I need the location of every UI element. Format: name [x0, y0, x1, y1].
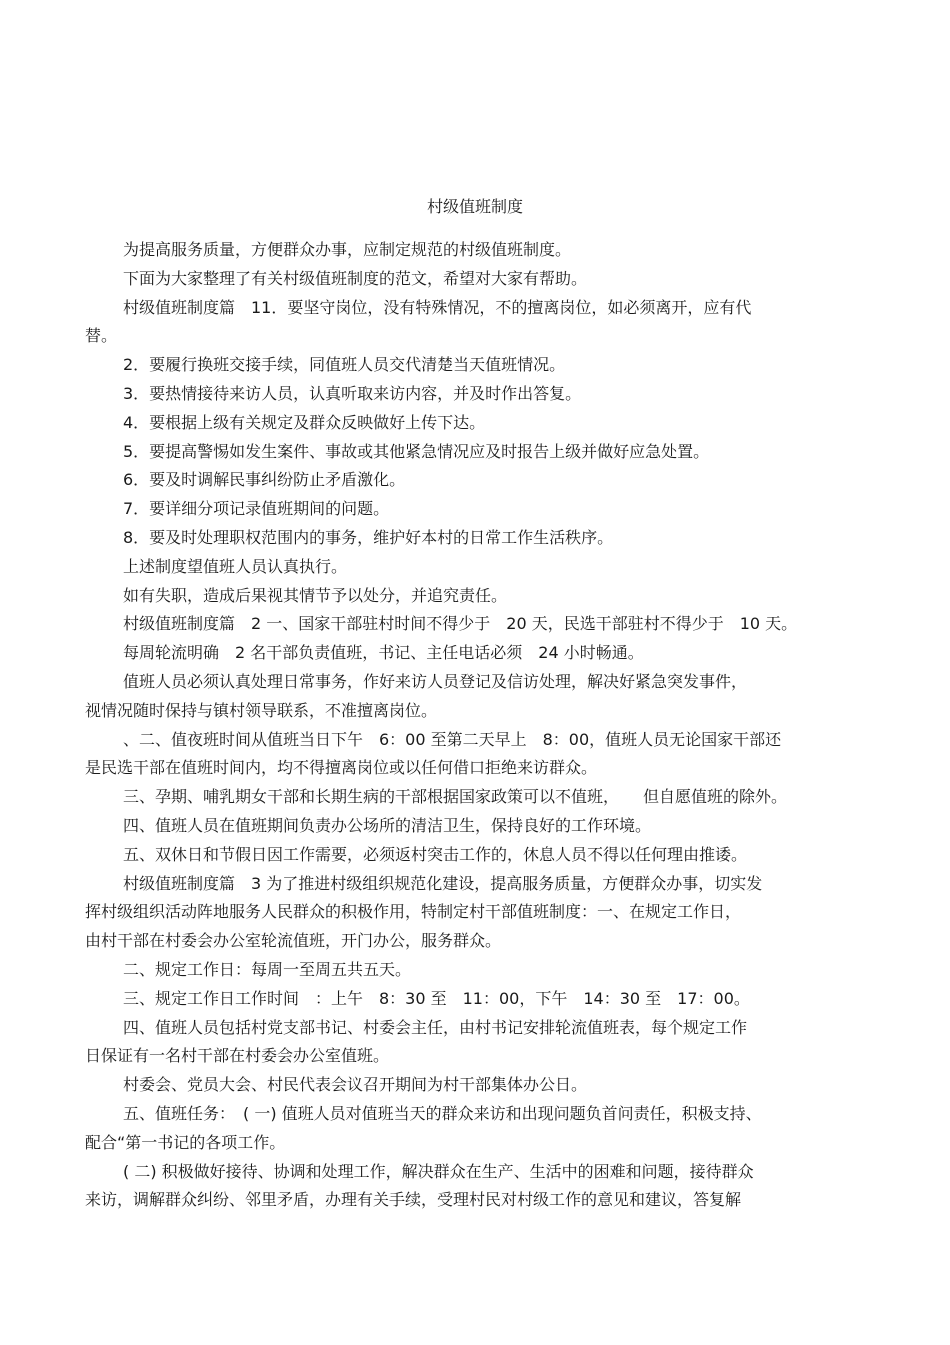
- body-paragraph: [85, 553, 875, 582]
- paragraph-line: 村级值班制度篇 11．要坚守岗位，没有特殊情况，不的擅离岗位，如必须离开，应有代: [123, 297, 752, 317]
- body-paragraph: [85, 582, 875, 611]
- paragraph-line: 由村干部在村委会办公室轮流值班，开门办公，服务群众。: [85, 931, 502, 951]
- paragraph-line: 来访，调解群众纠纷、邻里矛盾，办理有关手续，受理村民对村级工作的意见和建议，答复解: [85, 1190, 742, 1210]
- body-paragraph: [85, 610, 875, 639]
- paragraph-line: 挥村级组织活动阵地服务人民群众的积极作用，特制定村干部值班制度：一、在规定工作日，: [85, 902, 742, 922]
- body-paragraph: [85, 841, 875, 870]
- paragraph-line: 村级值班制度篇 3 为了推进村级组织规范化建设，提高服务质量，方便群众办事，切实发: [123, 873, 763, 893]
- body-paragraph: [85, 236, 875, 265]
- paragraph-line: 是民选干部在值班时间内，均不得擅离岗位或以任何借口拒绝来访群众。: [85, 758, 598, 778]
- paragraph-line: 四、值班人员在值班期间负责办公场所的清洁卫生，保持良好的工作环境。: [123, 815, 652, 835]
- body-paragraph: [85, 438, 875, 467]
- paragraph-line: 上述制度望值班人员认真执行。: [123, 556, 348, 576]
- body-paragraph: [85, 1158, 875, 1216]
- paragraph-line: 、二、值夜班时间从值班当日下午 6：00 至第二天早上 8：00，值班人员无论国家干部还: [123, 729, 782, 749]
- body-paragraph: [85, 1071, 875, 1100]
- paragraph-line: 三、孕期、哺乳期女干部和长期生病的干部根据国家政策可以不值班， 但自愿值班的除外。: [123, 787, 788, 807]
- body-paragraph: [85, 956, 875, 985]
- body-paragraph: [85, 726, 875, 784]
- paragraph-line: 如有失职，造成后果视其情节予以处分，并追究责任。: [123, 585, 508, 605]
- paragraph-line: 日保证有一名村干部在村委会办公室值班。: [85, 1046, 390, 1066]
- paragraph-line: 五、值班任务： ( 一) 值班人员对值班当天的群众来访和出现问题负首问责任，积极支持、: [123, 1103, 762, 1123]
- body-paragraph: [85, 466, 875, 495]
- paragraph-line: 2．要履行换班交接手续，同值班人员交代清楚当天值班情况。: [123, 355, 566, 375]
- paragraph-line: 值班人员必须认真处理日常事务，作好来访人员登记及信访处理，解决好紧急突发事件，: [123, 671, 748, 691]
- paragraph-line: 6．要及时调解民事纠纷防止矛盾激化。: [123, 470, 406, 490]
- paragraph-line: 四、值班人员包括村党支部书记、村委会主任，由村书记安排轮流值班表，每个规定工作: [123, 1017, 748, 1037]
- paragraph-line: 村级值班制度篇 2 一、国家干部驻村时间不得少于 20 天，民选干部驻村不得少于 10 天。: [123, 614, 798, 634]
- paragraph-line: 4．要根据上级有关规定及群众反映做好上传下达。: [123, 412, 486, 432]
- body-paragraph: [85, 294, 875, 352]
- body-paragraph: [85, 409, 875, 438]
- paragraph-line: 五、双休日和节假日因工作需要，必须返村突击工作的，休息人员不得以任何理由推诿。: [123, 844, 748, 864]
- document-body: [85, 236, 875, 1215]
- paragraph-line: 视情况随时保持与镇村领导联系，不准擅离岗位。: [85, 700, 438, 720]
- body-paragraph: [85, 265, 875, 294]
- body-paragraph: [85, 812, 875, 841]
- paragraph-line: 3．要热情接待来访人员，认真听取来访内容，并及时作出答复。: [123, 383, 582, 403]
- body-paragraph: [85, 985, 875, 1014]
- paragraph-line: 替。: [85, 326, 118, 346]
- paragraph-line: 为提高服务质量，方便群众办事，应制定规范的村级值班制度。: [123, 240, 572, 259]
- body-paragraph: [85, 495, 875, 524]
- body-paragraph: [85, 1100, 875, 1158]
- paragraph-line: 5．要提高警惕如发生案件、事故或其他紧急情况应及时报告上级并做好应急处置。: [123, 441, 710, 461]
- paragraph-line: 二、规定工作日：每周一至周五共五天。: [123, 959, 412, 979]
- body-paragraph: [85, 380, 875, 409]
- paragraph-line: 下面为大家整理了有关村级值班制度的范文，希望对大家有帮助。: [123, 268, 588, 288]
- body-paragraph: [85, 1014, 875, 1072]
- body-paragraph: [85, 639, 875, 668]
- paragraph-line: 村委会、党员大会、村民代表会议召开期间为村干部集体办公日。: [123, 1075, 588, 1095]
- paragraph-line: 三、规定工作日工作时间 ：上午 8：30 至 11：00，下午 14：30 至 17：00。: [123, 988, 750, 1008]
- document-title: 村级值班制度: [426, 197, 523, 216]
- body-paragraph: [85, 351, 875, 380]
- body-paragraph: [85, 870, 875, 956]
- paragraph-line: 每周轮流明确 2 名干部负责值班，书记、主任电话必须 24 小时畅通。: [123, 643, 644, 663]
- body-paragraph: [85, 783, 875, 812]
- paragraph-line: 7．要详细分项记录值班期间的问题。: [123, 499, 390, 519]
- body-paragraph: [85, 524, 875, 553]
- body-paragraph: [85, 668, 875, 726]
- paragraph-line: ( 二) 积极做好接待、协调和处理工作，解决群众在生产、生活中的困难和问题，接待群众: [123, 1161, 754, 1181]
- paragraph-line: 8．要及时处理职权范围内的事务，维护好本村的日常工作生活秩序。: [123, 527, 614, 547]
- paragraph-line: 配合“第一书记的各项工作。: [85, 1132, 286, 1152]
